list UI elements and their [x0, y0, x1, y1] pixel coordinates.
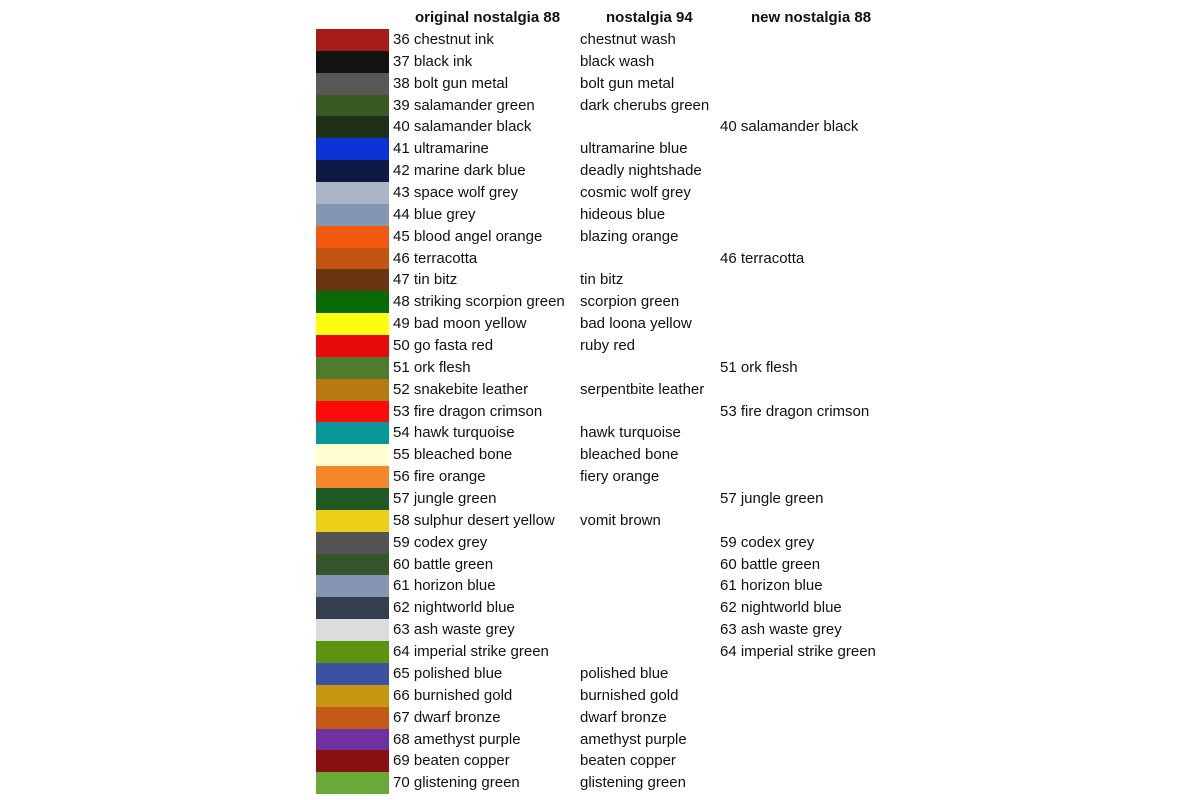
original-paint-name: 51 ork flesh [393, 358, 471, 376]
original-paint-name: 58 sulphur desert yellow [393, 511, 555, 529]
original-paint-name: 36 chestnut ink [393, 31, 494, 48]
original-paint-name: 49 bad moon yellow [393, 315, 527, 333]
color-swatch [316, 335, 389, 357]
header-new-nostalgia-88: new nostalgia 88 [751, 9, 872, 26]
header-original-nostalgia-88: original nostalgia 88 [415, 9, 561, 26]
table-row [0, 597, 1200, 619]
nostalgia-94-paint-name: vomit brown [580, 511, 661, 529]
original-paint-name: 63 ash waste grey [393, 621, 515, 639]
nostalgia-94-paint-name: tin bitz [580, 271, 624, 289]
table-row [0, 466, 1200, 488]
color-swatch [316, 116, 389, 138]
column-header-row [0, 8, 1200, 28]
original-paint-name: 54 hawk turquoise [393, 424, 515, 442]
nostalgia-94-paint-name: serpentbite leather [580, 380, 705, 398]
table-row [0, 226, 1200, 248]
nostalgia-94-paint-name: amethyst purple [580, 730, 687, 748]
table-row [0, 95, 1200, 117]
original-paint-name: 48 striking scorpion green [393, 293, 565, 311]
color-swatch [316, 488, 389, 510]
original-paint-name: 70 glistening green [393, 774, 520, 792]
color-swatch [316, 510, 389, 532]
color-swatch [316, 619, 389, 641]
new-nostalgia-88-paint-name: 40 salamander black [720, 118, 859, 136]
table-row [0, 663, 1200, 685]
original-paint-name: 37 black ink [393, 52, 473, 70]
table-row [0, 401, 1200, 423]
table-row [0, 313, 1200, 335]
color-swatch [316, 269, 389, 291]
original-paint-name: 62 nightworld blue [393, 599, 515, 617]
original-paint-name: 47 tin bitz [393, 271, 458, 289]
original-paint-name: 50 go fasta red [393, 337, 494, 355]
color-swatch [316, 575, 389, 597]
new-nostalgia-88-paint-name: 64 imperial strike green [720, 643, 876, 661]
nostalgia-94-paint-name: burnished gold [580, 686, 679, 704]
table-row [0, 554, 1200, 576]
table-row [0, 51, 1200, 73]
original-paint-name: 55 bleached bone [393, 446, 513, 464]
table-row [0, 160, 1200, 182]
original-paint-name: 41 ultramarine [393, 140, 489, 158]
new-nostalgia-88-paint-name: 62 nightworld blue [720, 599, 842, 617]
color-swatch [316, 226, 389, 248]
original-paint-name: 67 dwarf bronze [393, 708, 501, 726]
table-row [0, 29, 1200, 51]
new-nostalgia-88-paint-name: 63 ash waste grey [720, 621, 842, 639]
nostalgia-94-paint-name: polished blue [580, 664, 669, 682]
nostalgia-94-paint-name: bad loona yellow [580, 315, 692, 333]
color-swatch [316, 182, 389, 204]
nostalgia-94-paint-name: scorpion green [580, 293, 680, 311]
color-swatch [316, 663, 389, 685]
table-row [0, 707, 1200, 729]
original-paint-name: 44 blue grey [393, 205, 476, 223]
color-swatch [316, 248, 389, 270]
color-swatch [316, 160, 389, 182]
color-swatch [316, 95, 389, 117]
table-row [0, 575, 1200, 597]
table-row [0, 422, 1200, 444]
new-nostalgia-88-paint-name: 53 fire dragon crimson [720, 402, 870, 420]
table-row [0, 73, 1200, 95]
color-swatch [316, 532, 389, 554]
original-paint-name: 45 blood angel orange [393, 227, 543, 245]
table-row [0, 641, 1200, 663]
table-row [0, 510, 1200, 532]
nostalgia-94-paint-name: cosmic wolf grey [580, 184, 691, 202]
table-row [0, 204, 1200, 226]
header-nostalgia-94: nostalgia 94 [606, 9, 693, 26]
nostalgia-94-paint-name: beaten copper [580, 752, 676, 770]
color-swatch [316, 401, 389, 423]
new-nostalgia-88-paint-name: 57 jungle green [720, 490, 824, 508]
nostalgia-94-paint-name: ruby red [580, 337, 636, 355]
original-paint-name: 68 amethyst purple [393, 730, 521, 748]
color-swatch [316, 73, 389, 95]
table-row [0, 488, 1200, 510]
color-swatch [316, 466, 389, 488]
table-row [0, 729, 1200, 751]
original-paint-name: 59 codex grey [393, 533, 488, 551]
table-row [0, 182, 1200, 204]
original-paint-name: 64 imperial strike green [393, 643, 549, 661]
original-paint-name: 69 beaten copper [393, 752, 510, 770]
color-swatch [316, 357, 389, 379]
table-row [0, 116, 1200, 138]
table-row [0, 335, 1200, 357]
table-row [0, 357, 1200, 379]
new-nostalgia-88-paint-name: 60 battle green [720, 555, 821, 573]
original-paint-name: 66 burnished gold [393, 686, 513, 704]
color-swatch [316, 707, 389, 729]
nostalgia-94-paint-name: dark cherubs green [580, 96, 710, 114]
nostalgia-94-paint-name: fiery orange [580, 468, 660, 486]
table-row [0, 248, 1200, 270]
paint-table [0, 29, 1200, 794]
original-paint-name: 61 horizon blue [393, 577, 496, 595]
nostalgia-94-paint-name: dwarf bronze [580, 708, 667, 726]
table-row [0, 772, 1200, 794]
new-nostalgia-88-paint-name: 61 horizon blue [720, 577, 823, 595]
table-row [0, 444, 1200, 466]
nostalgia-94-paint-name: black wash [580, 52, 655, 70]
table-row [0, 619, 1200, 641]
table-row [0, 379, 1200, 401]
original-paint-name: 60 battle green [393, 555, 494, 573]
color-swatch [316, 772, 389, 794]
color-swatch [316, 422, 389, 444]
original-paint-name: 46 terracotta [393, 249, 478, 267]
table-row [0, 269, 1200, 291]
table-row [0, 291, 1200, 313]
color-swatch [316, 204, 389, 226]
table-row [0, 750, 1200, 772]
original-paint-name: 39 salamander green [393, 96, 535, 114]
original-paint-name: 40 salamander black [393, 118, 532, 136]
color-swatch [316, 554, 389, 576]
nostalgia-94-paint-name: blazing orange [580, 227, 679, 245]
table-row [0, 532, 1200, 554]
original-paint-name: 43 space wolf grey [393, 184, 519, 202]
original-paint-name: 56 fire orange [393, 468, 486, 486]
original-paint-name: 57 jungle green [393, 490, 497, 508]
color-swatch [316, 29, 389, 51]
table-row [0, 138, 1200, 160]
new-nostalgia-88-paint-name: 59 codex grey [720, 533, 815, 551]
color-swatch [316, 51, 389, 73]
nostalgia-94-paint-name: bleached bone [580, 446, 679, 464]
original-paint-name: 65 polished blue [393, 664, 503, 682]
color-swatch [316, 685, 389, 707]
nostalgia-94-paint-name: deadly nightshade [580, 162, 702, 180]
color-swatch [316, 750, 389, 772]
new-nostalgia-88-paint-name: 51 ork flesh [720, 358, 798, 376]
color-swatch [316, 313, 389, 335]
color-swatch [316, 597, 389, 619]
nostalgia-94-paint-name: glistening green [580, 774, 686, 792]
nostalgia-94-paint-name: bolt gun metal [580, 74, 675, 92]
color-swatch [316, 138, 389, 160]
color-swatch [316, 641, 389, 663]
original-paint-name: 42 marine dark blue [393, 162, 526, 180]
color-swatch [316, 379, 389, 401]
table-row [0, 685, 1200, 707]
original-paint-name: 52 snakebite leather [393, 380, 529, 398]
nostalgia-94-paint-name: ultramarine blue [580, 140, 688, 158]
color-swatch [316, 729, 389, 751]
nostalgia-94-paint-name: hideous blue [580, 205, 666, 223]
original-paint-name: 53 fire dragon crimson [393, 402, 543, 420]
new-nostalgia-88-paint-name: 46 terracotta [720, 249, 805, 267]
color-swatch [316, 444, 389, 466]
nostalgia-94-paint-name: chestnut wash [580, 31, 676, 48]
original-paint-name: 38 bolt gun metal [393, 74, 509, 92]
color-swatch [316, 291, 389, 313]
nostalgia-94-paint-name: hawk turquoise [580, 424, 681, 442]
